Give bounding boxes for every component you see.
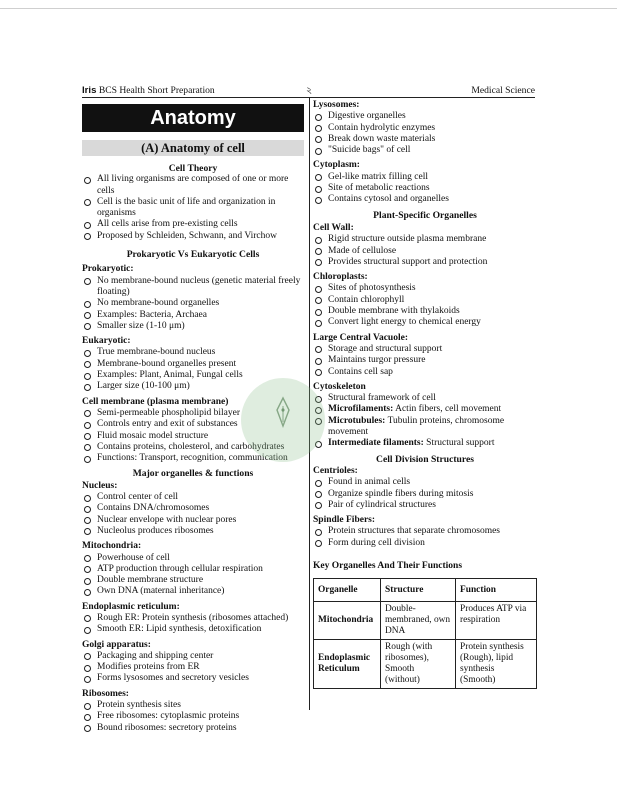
vacuole-heading: Large Central Vacuole: — [313, 332, 408, 343]
list-item: Cell is the basic unit of life and organization in organisms — [82, 197, 304, 220]
list-item: ATP production through cellular respiration — [82, 564, 304, 575]
list-item: Sites of photosynthesis — [313, 283, 537, 294]
list-item: No membrane-bound nucleus (genetic material freely floating) — [82, 276, 304, 299]
list-item: Bound ribosomes: secretory proteins — [82, 723, 304, 734]
organelles-table — [313, 578, 537, 689]
list-item: Free ribosomes: cytoplasmic proteins — [82, 711, 304, 722]
list-item: Provides structural support and protection — [313, 257, 537, 268]
header-right: Medical Science — [471, 85, 535, 96]
cell-wall-heading: Cell Wall: — [313, 222, 354, 233]
chapter-banner: Anatomy — [82, 104, 304, 132]
spindle-heading: Spindle Fibers: — [313, 515, 376, 526]
list-item-term: Microfilaments: — [328, 404, 394, 415]
list-item — [313, 416, 537, 439]
list-item: Semi-permeable phospholipid bilayer — [82, 408, 304, 419]
vacuole-list — [313, 344, 537, 378]
list-item: Contains DNA/chromosomes — [82, 503, 304, 514]
lysosomes-heading: Lysosomes: — [313, 100, 360, 110]
list-item: Examples: Plant, Animal, Fungal cells — [82, 370, 304, 381]
table-row — [314, 640, 537, 689]
cell-theory-list — [82, 174, 304, 242]
list-item: Modifies proteins from ER — [82, 662, 304, 673]
page-header — [82, 85, 535, 97]
list-item: Site of metabolic reactions — [313, 183, 537, 194]
list-item: Convert light energy to chemical energy — [313, 317, 537, 328]
list-item: Double membrane with thylakoids — [313, 306, 537, 317]
mitochondria-list — [82, 553, 304, 598]
table-row — [314, 602, 537, 640]
list-item: Forms lysosomes and secretory vesicles — [82, 673, 304, 684]
pro-vs-eu-heading: Prokaryotic Vs Eukaryotic Cells — [126, 249, 260, 261]
table-cell: Produces ATP via respiration — [456, 602, 537, 640]
cell-wall-list — [313, 234, 537, 268]
golgi-list — [82, 651, 304, 685]
cytoplasm-heading: Cytoplasm: — [313, 160, 360, 171]
list-item-text: Structural support — [423, 438, 495, 449]
list-item: Pair of cylindrical structures — [313, 500, 537, 511]
list-item: True membrane-bound nucleus — [82, 347, 304, 358]
prokaryotic-heading: Prokaryotic: — [82, 264, 134, 275]
ribosomes-heading: Ribosomes: — [82, 688, 129, 699]
table-cell: Protein synthesis (Rough), lipid synthesis (Smooth) — [456, 640, 537, 689]
pen-nib-icon — [271, 396, 295, 432]
list-item: Made of cellulose — [313, 246, 537, 257]
table-header-row — [314, 579, 537, 602]
list-item: Examples: Bacteria, Archaea — [82, 310, 304, 321]
er-heading: Endoplasmic reticulum: — [82, 601, 180, 612]
list-item-term: Intermediate filaments: — [328, 438, 424, 449]
table-header-cell: Structure — [381, 579, 456, 602]
cytoplasm-list — [313, 172, 537, 206]
ribosomes-list — [82, 700, 304, 734]
mitochondria-heading: Mitochondria: — [82, 541, 142, 552]
header-brand: Iris — [82, 85, 97, 96]
page-number: ২ — [306, 85, 313, 96]
cell-division-heading: Cell Division Structures — [376, 453, 474, 465]
list-item: Rigid structure outside plasma membrane — [313, 234, 537, 245]
cytoskeleton-list — [313, 393, 537, 449]
list-item: Packaging and shipping center — [82, 651, 304, 662]
top-border — [0, 8, 617, 9]
table-header-cell: Organelle — [314, 579, 381, 602]
chloroplasts-heading: Chloroplasts: — [313, 272, 368, 283]
cell-theory-heading: Cell Theory — [168, 163, 218, 174]
list-item: Organize spindle fibers during mitosis — [313, 489, 537, 500]
cytoskeleton-heading: Cytoskeleton — [313, 381, 366, 392]
list-item: No membrane-bound organelles — [82, 298, 304, 309]
list-item: Digestive organelles — [313, 111, 537, 122]
list-item: Double membrane structure — [82, 575, 304, 586]
list-item: Contain hydrolytic enzymes — [313, 123, 537, 134]
list-item: "Suicide bags" of cell — [313, 145, 537, 156]
list-item: Contains proteins, cholesterol, and carbohydrates — [82, 442, 304, 453]
list-item: All living organisms are composed of one or more cells — [82, 174, 304, 197]
er-list — [82, 613, 304, 636]
list-item: Control center of cell — [82, 492, 304, 503]
list-item: Functions: Transport, recognition, communication — [82, 453, 304, 464]
table-header-cell: Function — [456, 579, 537, 602]
list-item: Contains cytosol and organelles — [313, 194, 537, 205]
list-item: Form during cell division — [313, 538, 537, 549]
list-item — [313, 438, 537, 449]
section-banner: (A) Anatomy of cell — [82, 140, 304, 156]
header-left-text: BCS Health Short Preparation — [98, 85, 215, 96]
table-cell: Double-membraned, own DNA — [381, 602, 456, 640]
list-item — [313, 404, 537, 415]
header-left — [82, 85, 215, 97]
list-item: Controls entry and exit of substances — [82, 419, 304, 430]
list-item: Break down waste materials — [313, 134, 537, 145]
eukaryotic-heading: Eukaryotic: — [82, 336, 131, 347]
list-item — [313, 393, 537, 404]
list-item: Nuclear envelope with nuclear pores — [82, 515, 304, 526]
golgi-heading: Golgi apparatus: — [82, 639, 151, 650]
table-cell: Mitochondria — [314, 602, 381, 640]
list-item: Larger size (10-100 μm) — [82, 381, 304, 392]
table-cell: Rough (with ribosomes), Smooth (without) — [381, 640, 456, 689]
spindle-list — [313, 526, 537, 549]
nucleus-heading: Nucleus: — [82, 480, 118, 491]
list-item: Rough ER: Protein synthesis (ribosomes attached) — [82, 613, 304, 624]
list-item: All cells arise from pre-existing cells — [82, 219, 304, 230]
prokaryotic-list — [82, 276, 304, 332]
list-item: Membrane-bound organelles present — [82, 359, 304, 370]
list-item: Smaller size (1-10 μm) — [82, 321, 304, 332]
list-item: Nucleolus produces ribosomes — [82, 526, 304, 537]
plant-organelles-heading: Plant-Specific Organelles — [373, 209, 477, 221]
list-item: Powerhouse of cell — [82, 553, 304, 564]
list-item-text: Tubulin proteins, chromosome movement — [328, 415, 505, 438]
list-item: Maintains turgor pressure — [313, 355, 537, 366]
list-item: Found in animal cells — [313, 477, 537, 488]
right-column — [313, 100, 537, 689]
major-organelles-heading: Major organelles & functions — [132, 468, 254, 480]
list-item: Protein structures that separate chromosomes — [313, 526, 537, 537]
table-title: Key Organelles And Their Functions — [313, 560, 463, 571]
list-item: Contains cell sap — [313, 367, 537, 378]
table-cell: Endoplasmic Reticulum — [314, 640, 381, 689]
list-item: Gel-like matrix filling cell — [313, 172, 537, 183]
list-item-text: Actin fibers, cell movement — [393, 404, 502, 415]
list-item: Smooth ER: Lipid synthesis, detoxification — [82, 624, 304, 635]
chloroplasts-list — [313, 283, 537, 328]
cell-membrane-heading: Cell membrane (plasma membrane) — [82, 396, 229, 407]
watermark-seal — [241, 378, 325, 462]
list-item: Contain chlorophyll — [313, 295, 537, 306]
centrioles-list — [313, 477, 537, 511]
centrioles-heading: Centrioles: — [313, 465, 358, 476]
list-item: Storage and structural support — [313, 344, 537, 355]
list-item: Proposed by Schleiden, Schwann, and Virchow — [82, 231, 304, 242]
nucleus-list — [82, 492, 304, 537]
list-item: Fluid mosaic model structure — [82, 431, 304, 442]
lysosomes-list — [313, 111, 537, 156]
list-item: Protein synthesis sites — [82, 700, 304, 711]
list-item-term: Microtubules: — [328, 415, 386, 426]
list-item: Own DNA (maternal inheritance) — [82, 586, 304, 597]
list-item-text: Structural framework of cell — [328, 393, 436, 404]
